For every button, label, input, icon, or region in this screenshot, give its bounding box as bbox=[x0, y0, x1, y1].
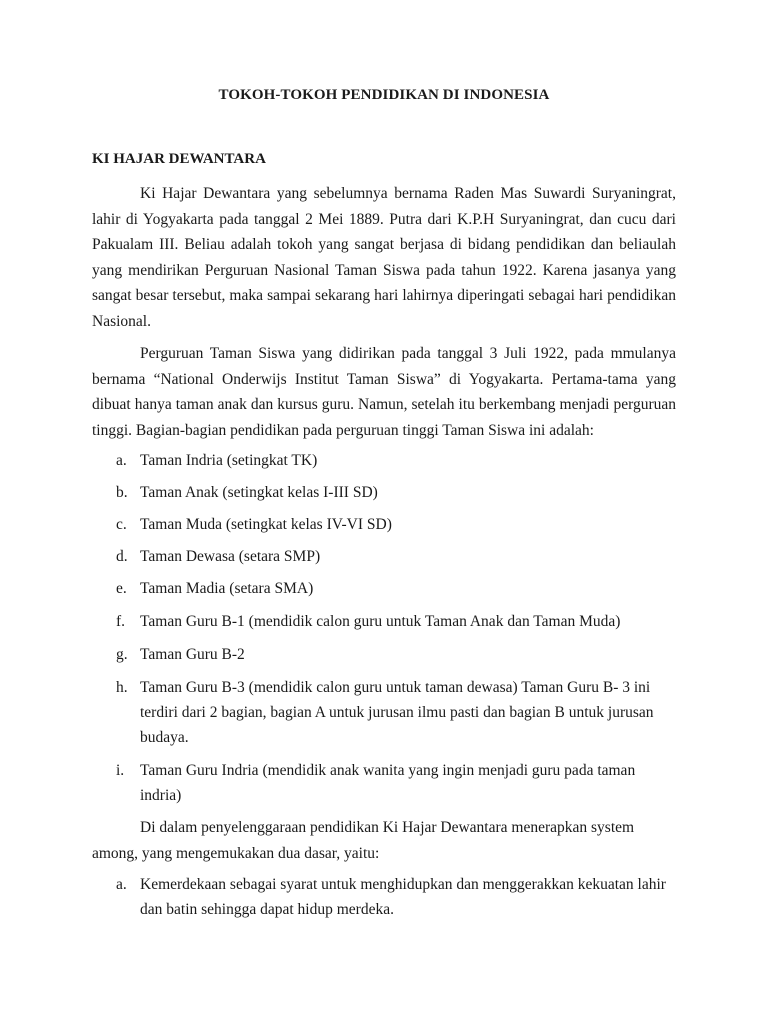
list-item-text: Taman Anak (setingkat kelas I-III SD) bbox=[140, 484, 378, 501]
paragraph-taman-siswa: Perguruan Taman Siswa yang didirikan pada tanggal 3 Juli 1922, pada mmulanya bernama “National Onderwijs Institut Taman Siswa” di Yogyakarta. Pertama-tama yang dibuat hanya taman anak dan kursus guru. Namun, setelah itu berkembang menjadi perguruan tinggi. Bagian-bagian pendidikan pada perguruan tinggi Taman Siswa ini adalah: bbox=[92, 345, 676, 439]
list-item-text: Taman Madia (setara SMA) bbox=[140, 580, 314, 597]
list-item-text: Taman Guru B-2 bbox=[140, 646, 245, 663]
list-item-text: Taman Indria (setingkat TK) bbox=[140, 452, 318, 469]
list-item-text: Taman Dewasa (setara SMP) bbox=[140, 548, 321, 565]
document-title: TOKOH-TOKOH PENDIDIKAN DI INDONESIA bbox=[218, 87, 550, 103]
list-marker: g. bbox=[116, 646, 128, 663]
list-item bbox=[92, 872, 676, 922]
list-item-text: Taman Muda (setingkat kelas IV-VI SD) bbox=[140, 516, 392, 533]
list-item-text: Taman Guru Indria (mendidik anak wanita yang ingin menjadi guru pada taman indria) bbox=[140, 762, 636, 804]
list-marker: a. bbox=[116, 876, 127, 893]
list-item bbox=[92, 675, 676, 750]
list-item bbox=[92, 642, 676, 667]
list-marker: f. bbox=[116, 613, 126, 630]
list-item bbox=[92, 758, 676, 808]
list-item bbox=[92, 512, 676, 537]
list-item bbox=[92, 609, 676, 634]
list-marker: a. bbox=[116, 452, 127, 469]
list-marker: d. bbox=[116, 548, 128, 565]
list-item bbox=[92, 448, 676, 473]
paragraph-biography: Ki Hajar Dewantara yang sebelumnya bernama Raden Mas Suwardi Suryaningrat, lahir di Yogyakarta pada tanggal 2 Mei 1889. Putra dari K.P.H Suryaningrat, dan cucu dari Pakualam III. Beliau adalah tokoh yang sangat berjasa di bidang pendidikan dan beliaulah yang mendirikan Perguruan Nasional Taman Siswa pada tahun 1922. Karena jasanya yang sangat besar tersebut, maka sampai sekarang hari lahirnya diperingati sebagai hari pendidikan Nasional. bbox=[92, 185, 676, 330]
paragraph-system-among: Di dalam penyelenggaraan pendidikan Ki Hajar Dewantara menerapkan system among, yang mengemukakan dua dasar, yaitu: bbox=[92, 819, 635, 862]
list-item bbox=[92, 544, 676, 569]
list-item bbox=[92, 576, 676, 601]
list-item-text: Taman Guru B-3 (mendidik calon guru untuk taman dewasa) Taman Guru B- 3 ini terdiri dari 2 bagian, bagian A untuk jurusan ilmu pasti dan bagian B untuk jurusan budaya. bbox=[140, 679, 654, 746]
education-levels-list bbox=[92, 448, 676, 808]
list-marker: e. bbox=[116, 580, 127, 597]
list-item bbox=[92, 480, 676, 505]
list-item-text: Taman Guru B-1 (mendidik calon guru untuk Taman Anak dan Taman Muda) bbox=[140, 613, 621, 630]
list-marker: b. bbox=[116, 484, 128, 501]
list-marker: i. bbox=[116, 762, 125, 779]
list-marker: c. bbox=[116, 516, 127, 533]
list-marker: h. bbox=[116, 679, 128, 696]
list-item-text: Kemerdekaan sebagai syarat untuk menghidupkan dan menggerakkan kekuatan lahir dan batin sehingga dapat hidup merdeka. bbox=[140, 876, 666, 918]
section-heading: KI HAJAR DEWANTARA bbox=[92, 151, 266, 167]
among-principles-list bbox=[92, 872, 676, 922]
